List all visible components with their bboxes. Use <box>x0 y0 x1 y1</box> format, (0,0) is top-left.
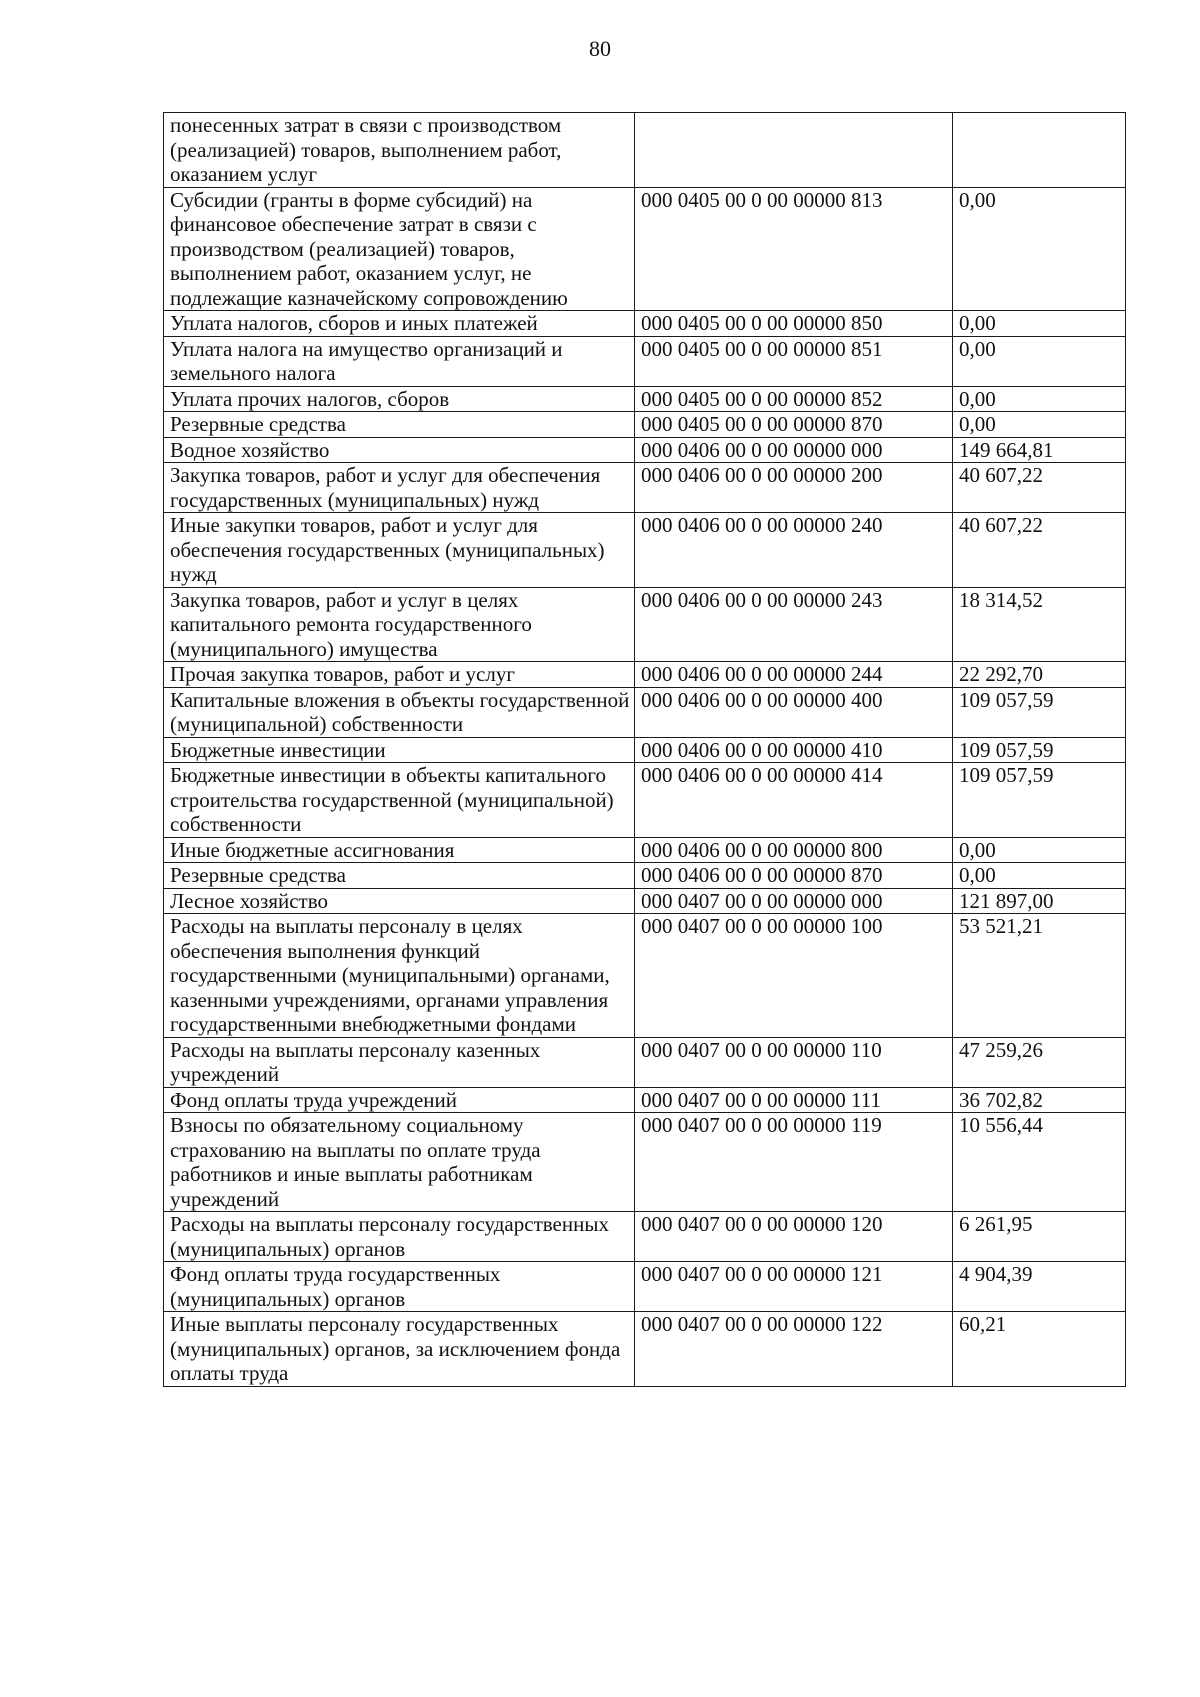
budget-table <box>163 112 1126 1387</box>
row-name: Бюджетные инвестиции <box>164 737 635 763</box>
row-name: Уплата прочих налогов, сборов <box>164 386 635 412</box>
table-row <box>164 587 1126 662</box>
table-row <box>164 1037 1126 1087</box>
row-name: Уплата налогов, сборов и иных платежей <box>164 311 635 337</box>
row-code: 000 0405 00 0 00 00000 850 <box>635 311 953 337</box>
row-code: 000 0407 00 0 00 00000 121 <box>635 1262 953 1312</box>
row-amount: 60,21 <box>953 1312 1126 1387</box>
table-row <box>164 863 1126 889</box>
row-code: 000 0406 00 0 00 00000 400 <box>635 687 953 737</box>
row-amount: 109 057,59 <box>953 687 1126 737</box>
row-code: 000 0405 00 0 00 00000 813 <box>635 187 953 311</box>
table-row <box>164 513 1126 588</box>
row-code: 000 0406 00 0 00 00000 414 <box>635 763 953 838</box>
table-row <box>164 888 1126 914</box>
table-row <box>164 113 1126 188</box>
row-name: Закупка товаров, работ и услуг в целях капитального ремонта государственного (муниципального) имущества <box>164 587 635 662</box>
row-amount: 40 607,22 <box>953 513 1126 588</box>
row-amount: 0,00 <box>953 386 1126 412</box>
row-amount: 0,00 <box>953 187 1126 311</box>
row-amount: 121 897,00 <box>953 888 1126 914</box>
row-name: Закупка товаров, работ и услуг для обеспечения государственных (муниципальных) нужд <box>164 463 635 513</box>
row-code: 000 0406 00 0 00 00000 870 <box>635 863 953 889</box>
table-row <box>164 336 1126 386</box>
row-name: Расходы на выплаты персоналу государственных (муниципальных) органов <box>164 1212 635 1262</box>
row-amount: 10 556,44 <box>953 1113 1126 1212</box>
row-name: Резервные средства <box>164 863 635 889</box>
row-amount: 0,00 <box>953 311 1126 337</box>
table-row <box>164 1087 1126 1113</box>
row-name: Расходы на выплаты персоналу казенных учреждений <box>164 1037 635 1087</box>
row-code: 000 0407 00 0 00 00000 111 <box>635 1087 953 1113</box>
table-row <box>164 662 1126 688</box>
budget-table-body <box>164 113 1126 1387</box>
row-amount: 109 057,59 <box>953 763 1126 838</box>
table-row <box>164 187 1126 311</box>
row-code <box>635 113 953 188</box>
row-amount: 47 259,26 <box>953 1037 1126 1087</box>
row-name: Фонд оплаты труда учреждений <box>164 1087 635 1113</box>
row-name: Капитальные вложения в объекты государственной (муниципальной) собственности <box>164 687 635 737</box>
row-name: Фонд оплаты труда государственных (муниципальных) органов <box>164 1262 635 1312</box>
row-name: Иные бюджетные ассигнования <box>164 837 635 863</box>
row-amount: 0,00 <box>953 412 1126 438</box>
row-name: Расходы на выплаты персоналу в целях обеспечения выполнения функций государственными (муниципальными) органами, казенными учреждениями, органами управления государственными внебюджетными фондами <box>164 914 635 1038</box>
table-row <box>164 1113 1126 1212</box>
table-row <box>164 1212 1126 1262</box>
row-amount: 22 292,70 <box>953 662 1126 688</box>
row-code: 000 0406 00 0 00 00000 244 <box>635 662 953 688</box>
row-code: 000 0406 00 0 00 00000 200 <box>635 463 953 513</box>
row-code: 000 0407 00 0 00 00000 122 <box>635 1312 953 1387</box>
row-amount: 18 314,52 <box>953 587 1126 662</box>
row-code: 000 0406 00 0 00 00000 000 <box>635 437 953 463</box>
row-name: понесенных затрат в связи с производством (реализацией) товаров, выполнением работ, оказанием услуг <box>164 113 635 188</box>
row-amount: 0,00 <box>953 336 1126 386</box>
row-amount <box>953 113 1126 188</box>
row-name: Резервные средства <box>164 412 635 438</box>
row-code: 000 0405 00 0 00 00000 852 <box>635 386 953 412</box>
table-row <box>164 437 1126 463</box>
row-amount: 4 904,39 <box>953 1262 1126 1312</box>
table-row <box>164 914 1126 1038</box>
row-amount: 0,00 <box>953 863 1126 889</box>
row-name: Уплата налога на имущество организаций и земельного налога <box>164 336 635 386</box>
row-name: Взносы по обязательному социальному страхованию на выплаты по оплате труда работников и иные выплаты работникам учреждений <box>164 1113 635 1212</box>
row-name: Иные закупки товаров, работ и услуг для обеспечения государственных (муниципальных) нужд <box>164 513 635 588</box>
row-code: 000 0406 00 0 00 00000 800 <box>635 837 953 863</box>
row-code: 000 0407 00 0 00 00000 120 <box>635 1212 953 1262</box>
table-row <box>164 737 1126 763</box>
table-row <box>164 1312 1126 1387</box>
table-row <box>164 1262 1126 1312</box>
row-code: 000 0406 00 0 00 00000 240 <box>635 513 953 588</box>
table-row <box>164 311 1126 337</box>
row-code: 000 0406 00 0 00 00000 243 <box>635 587 953 662</box>
table-row <box>164 386 1126 412</box>
page-number: 80 <box>589 36 611 61</box>
row-amount: 40 607,22 <box>953 463 1126 513</box>
row-code: 000 0407 00 0 00 00000 000 <box>635 888 953 914</box>
table-row <box>164 837 1126 863</box>
row-name: Субсидии (гранты в форме субсидий) на финансовое обеспечение затрат в связи с производством (реализацией) товаров, выполнением работ, оказанием услуг, не подлежащие казначейскому сопровождению <box>164 187 635 311</box>
row-amount: 0,00 <box>953 837 1126 863</box>
row-code: 000 0407 00 0 00 00000 100 <box>635 914 953 1038</box>
row-code: 000 0407 00 0 00 00000 119 <box>635 1113 953 1212</box>
row-name: Водное хозяйство <box>164 437 635 463</box>
row-amount: 36 702,82 <box>953 1087 1126 1113</box>
row-name: Прочая закупка товаров, работ и услуг <box>164 662 635 688</box>
row-amount: 149 664,81 <box>953 437 1126 463</box>
row-code: 000 0407 00 0 00 00000 110 <box>635 1037 953 1087</box>
row-amount: 53 521,21 <box>953 914 1126 1038</box>
row-code: 000 0405 00 0 00 00000 851 <box>635 336 953 386</box>
table-row <box>164 763 1126 838</box>
table-row <box>164 412 1126 438</box>
row-name: Лесное хозяйство <box>164 888 635 914</box>
row-amount: 109 057,59 <box>953 737 1126 763</box>
table-row <box>164 687 1126 737</box>
row-name: Бюджетные инвестиции в объекты капитального строительства государственной (муниципальной) собственности <box>164 763 635 838</box>
row-code: 000 0406 00 0 00 00000 410 <box>635 737 953 763</box>
table-row <box>164 463 1126 513</box>
row-amount: 6 261,95 <box>953 1212 1126 1262</box>
row-name: Иные выплаты персоналу государственных (муниципальных) органов, за исключением фонда оплаты труда <box>164 1312 635 1387</box>
row-code: 000 0405 00 0 00 00000 870 <box>635 412 953 438</box>
